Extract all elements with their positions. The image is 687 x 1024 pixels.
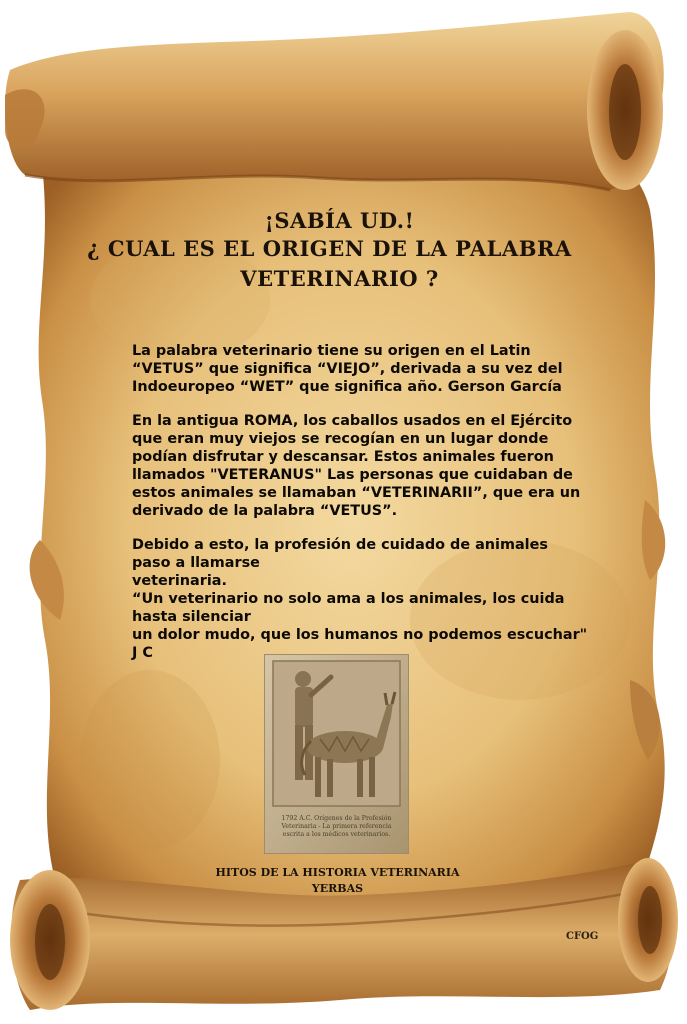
- photo-caption: 1792 A.C. Orígenes de la Profesión Veterinaria - La primera referencia escrita a los médicos veterinarios.: [281, 815, 392, 838]
- title-line-3: VETERINARIO ?: [240, 266, 439, 291]
- paragraph-origin: [132, 342, 594, 396]
- paragraph-text: En la antigua ROMA, los caballos usados en el Ejército que eran muy viejos se recogían en un lugar donde podían disfrutar y descansar. Estos animales fueron llamados "VETERANUS" Las personas que cuidaban de estos animales se llamaban “VETERINARII”, que era un derivado de la palabra “VETUS”.: [132, 413, 581, 519]
- paragraph-quote: [132, 536, 594, 662]
- paragraph-text: La palabra veterinario tiene su origen en el Latin “VETUS” que significa “VIEJO”, derivada a su vez del Indoeuropeo “WET” que significa año. Gerson García: [132, 343, 563, 395]
- footer-line-1: HITOS DE LA HISTORIA VETERINARIA: [215, 866, 460, 879]
- author-signature: CFOG: [566, 931, 599, 942]
- stone-relief-photo: [264, 654, 409, 854]
- title-line-1: ¡SABÍA UD.!: [264, 208, 415, 233]
- title-line-2: ¿ CUAL ES EL ORIGEN DE LA PALABRA: [87, 236, 572, 261]
- paragraph-text: Debido a esto, la profesión de cuidado de animales paso a llamarse veterinaria. “Un veterinario no solo ama a los animales, los cuida hasta silenciar un dolor mudo, que los humanos no podemos escuchar" J C: [132, 537, 588, 661]
- footer-line-2: YERBAS: [311, 882, 364, 895]
- paragraph-rome: [132, 412, 594, 520]
- top-roll: [5, 12, 664, 190]
